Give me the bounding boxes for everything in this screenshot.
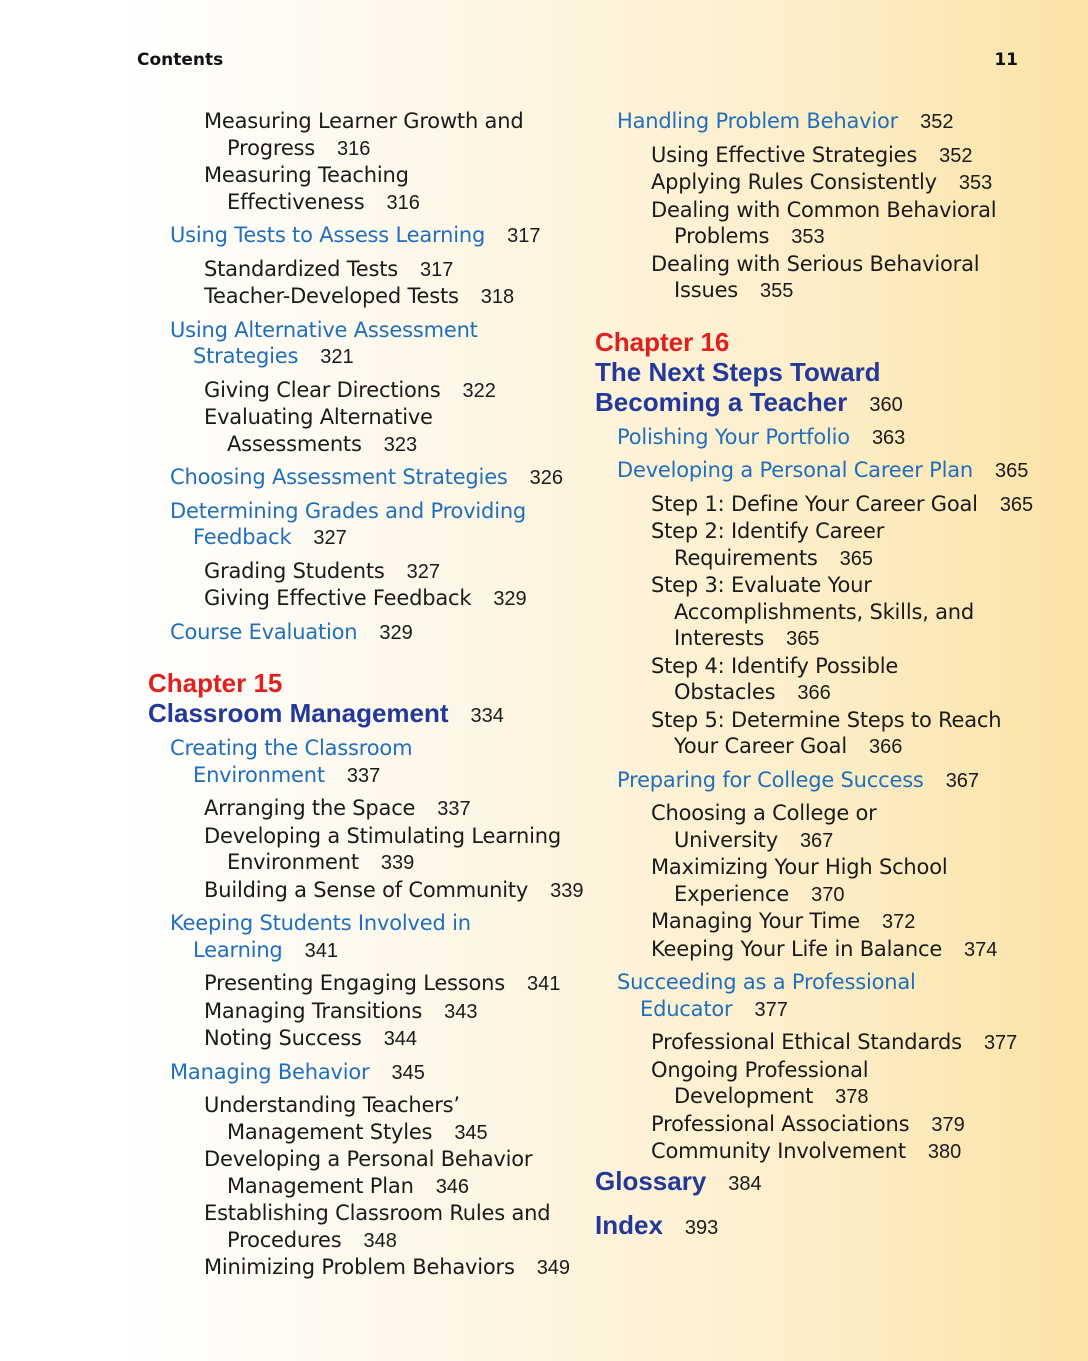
page-ref: 329 (379, 621, 413, 644)
page-ref: 372 (881, 911, 916, 933)
entry-text[interactable]: Polishing Your Portfolio (617, 424, 850, 449)
section-title-line[interactable] (595, 996, 1035, 1024)
entry-text[interactable]: Managing Your Time (651, 909, 860, 933)
page-ref: 352 (920, 111, 954, 133)
section-title-line[interactable] (148, 735, 568, 762)
entry-text[interactable]: Standardized Tests (204, 256, 399, 281)
page-ref: 367 (945, 769, 980, 792)
entry-text[interactable]: Problems (674, 224, 770, 248)
page-ref: 337 (437, 798, 471, 820)
entry-text[interactable]: Requirements (674, 545, 818, 570)
page-ref: 317 (507, 225, 541, 247)
entry-text[interactable]: Managing Transitions (204, 998, 423, 1023)
toc-subsection-entry[interactable] (148, 1200, 568, 1254)
chapter-number: Chapter 15 (148, 668, 283, 698)
entry-text[interactable]: Arranging the Space (204, 796, 416, 820)
subsection-title-line[interactable] (595, 1029, 1035, 1057)
entry-text[interactable]: Grading Students (204, 558, 385, 583)
subsection-title-line[interactable] (595, 1111, 1035, 1139)
chapter-title-text[interactable]: The Next Steps Toward (595, 356, 881, 387)
entry-text[interactable]: Giving Effective Feedback (204, 586, 472, 610)
toc-subsection-entry[interactable] (595, 572, 1035, 653)
entry-text[interactable]: Assessments (227, 431, 362, 456)
entry-text[interactable]: Educator (640, 996, 733, 1021)
toc-subsection-entry[interactable] (148, 1092, 568, 1146)
section-title-line[interactable] (148, 762, 568, 790)
page-ref: 365 (839, 547, 873, 570)
toc-subsection-entry[interactable] (148, 558, 568, 586)
subsection-title-line[interactable] (148, 877, 584, 905)
chapter-title-text[interactable]: Classroom Management (148, 698, 449, 728)
entry-text[interactable]: Measuring Learner Growth and (204, 109, 524, 133)
toc-subsection-entry[interactable] (148, 1025, 568, 1053)
toc-subsection-entry[interactable] (595, 707, 1035, 761)
subsection-title-line[interactable] (595, 251, 1035, 278)
entry-text[interactable]: Dealing with Common Behavioral (651, 197, 997, 222)
subsection-title-line[interactable] (595, 800, 1035, 827)
toc-section-entry[interactable] (148, 498, 568, 552)
toc-subsection-entry[interactable] (148, 256, 568, 284)
toc-left-column (148, 108, 584, 1282)
entry-text[interactable]: Professional Associations (651, 1111, 910, 1136)
subsection-title-line[interactable] (148, 849, 568, 877)
toc-section-entry[interactable] (148, 1059, 568, 1087)
page-ref: 343 (444, 1000, 478, 1023)
subsection-title-line[interactable] (148, 431, 568, 459)
page-ref: 370 (811, 883, 845, 906)
section-title-line[interactable] (595, 457, 1035, 485)
back-matter-title[interactable]: Glossary (595, 1165, 707, 1196)
subsection-title-line[interactable] (595, 142, 1035, 170)
entry-text[interactable]: Handling Problem Behavior (617, 109, 899, 133)
toc-subsection-entry[interactable] (148, 1254, 571, 1282)
entry-text[interactable]: Developing a Stimulating Learning (204, 823, 561, 848)
page-ref: 348 (363, 1229, 397, 1252)
subsection-title-line[interactable] (148, 1173, 568, 1201)
page-ref: 317 (420, 258, 454, 281)
page-ref: 377 (754, 998, 788, 1021)
entry-text[interactable]: Succeeding as a Professional (617, 970, 916, 994)
entry-text[interactable]: Ongoing Professional (651, 1057, 869, 1082)
section-title-line[interactable] (148, 343, 568, 371)
entry-text[interactable]: Using Effective Strategies (651, 142, 918, 167)
toc-section-entry[interactable] (148, 735, 568, 789)
subsection-title-line[interactable] (595, 545, 1035, 573)
entry-text[interactable]: Managing Behavior (170, 1059, 370, 1084)
entry-text[interactable]: Determining Grades and Providing (170, 498, 527, 523)
entry-text[interactable]: Minimizing Problem Behaviors (204, 1255, 515, 1279)
toc-subsection-entry[interactable] (595, 491, 1035, 519)
toc-subsection-entry[interactable] (595, 197, 1035, 251)
toc-section-entry[interactable] (595, 969, 1035, 1023)
section-title-line[interactable] (148, 498, 568, 525)
subsection-title-line[interactable] (595, 625, 1035, 653)
toc-section-entry[interactable] (595, 767, 1035, 795)
entry-text[interactable]: Creating the Classroom (170, 736, 413, 760)
entry-text[interactable]: Community Involvement (651, 1139, 906, 1163)
toc-subsection-entry[interactable] (595, 908, 1035, 936)
subsection-title-line[interactable] (148, 256, 568, 284)
section-title-line[interactable] (595, 767, 1035, 795)
page-ref: 363 (871, 426, 906, 449)
toc-section-entry[interactable] (595, 108, 1035, 136)
toc-subsection-entry[interactable] (148, 162, 568, 216)
subsection-title-line[interactable] (595, 653, 1035, 680)
entry-text[interactable]: Step 1: Define Your Career Goal (651, 491, 978, 516)
subsection-title-line[interactable] (148, 1146, 568, 1173)
section-title-line[interactable] (148, 464, 568, 492)
entry-text[interactable]: Feedback (193, 525, 292, 549)
subsection-title-line[interactable] (595, 197, 1035, 224)
entry-text[interactable]: Environment (227, 850, 359, 874)
section-title-line[interactable] (595, 424, 1035, 452)
chapter-title[interactable] (148, 698, 568, 731)
page-ref: 345 (454, 1121, 488, 1144)
page-ref: 323 (383, 433, 418, 456)
page-ref: 379 (931, 1113, 965, 1136)
page-ref: 365 (999, 493, 1034, 516)
page-ref: 339 (380, 852, 415, 874)
page-ref: 355 (760, 280, 794, 302)
subsection-title-line[interactable] (595, 854, 1035, 881)
page-ref: 374 (964, 938, 998, 961)
section-title-line[interactable] (148, 222, 568, 250)
entry-text[interactable]: Procedures (227, 1227, 342, 1252)
entry-text[interactable]: Accomplishments, Skills, and (674, 599, 975, 624)
section-title-line[interactable] (595, 969, 1035, 996)
page-ref: 327 (313, 527, 347, 549)
subsection-title-line[interactable] (595, 679, 1035, 707)
entry-text[interactable]: Developing a Personal Behavior (204, 1147, 533, 1171)
entry-text[interactable]: Using Alternative Assessment (170, 317, 478, 342)
subsection-title-line[interactable] (148, 1092, 568, 1119)
entry-text[interactable]: Issues (674, 278, 739, 302)
page-ref: 327 (406, 560, 441, 583)
toc-subsection-entry[interactable] (595, 1057, 1035, 1111)
section-title-line[interactable] (148, 619, 568, 647)
entry-text[interactable]: Obstacles (674, 680, 776, 704)
page-ref: 344 (383, 1028, 418, 1050)
entry-text[interactable]: Building a Sense of Community (204, 877, 529, 902)
toc-section-entry[interactable] (148, 464, 568, 492)
page-ref: 339 (550, 879, 584, 902)
entry-text[interactable]: Understanding Teachers’ (204, 1093, 460, 1117)
entry-text[interactable]: Dealing with Serious Behavioral (651, 251, 980, 276)
subsection-title-line[interactable] (148, 189, 568, 217)
page-ref: 367 (799, 829, 834, 852)
chapter-heading (148, 668, 568, 731)
page-ref: 393 (684, 1216, 719, 1239)
entry-text[interactable]: Noting Success (204, 1026, 362, 1050)
section-title-line[interactable] (148, 317, 568, 344)
toc-section-entry[interactable] (148, 222, 568, 250)
toc-subsection-entry[interactable] (148, 1146, 568, 1200)
page-ref: 380 (927, 1141, 962, 1163)
subsection-title-line[interactable] (148, 1227, 568, 1255)
entry-text[interactable]: Establishing Classroom Rules and (204, 1201, 551, 1225)
toc-subsection-entry[interactable] (148, 823, 568, 877)
entry-text[interactable]: Development (674, 1084, 814, 1108)
toc-subsection-entry[interactable] (148, 404, 568, 458)
running-header-title: Contents (137, 50, 224, 70)
subsection-title-line[interactable] (148, 108, 568, 135)
entry-text[interactable]: Teacher-Developed Tests (204, 284, 459, 308)
page-ref: 346 (435, 1175, 470, 1198)
toc-section-entry[interactable] (148, 619, 568, 647)
subsection-title-line[interactable] (595, 1057, 1035, 1084)
entry-text[interactable]: University (674, 827, 778, 852)
entry-text[interactable]: Evaluating Alternative (204, 405, 433, 429)
subsection-title-line[interactable] (148, 558, 568, 586)
entry-text[interactable]: Your Career Goal (674, 734, 847, 758)
entry-text[interactable]: Step 5: Determine Steps to Reach (651, 707, 1002, 732)
page-ref: 365 (995, 460, 1029, 482)
page-ref: 352 (939, 144, 973, 167)
entry-text[interactable]: Developing a Personal Career Plan (617, 458, 974, 482)
toc-subsection-entry[interactable] (148, 377, 568, 405)
subsection-title-line[interactable] (595, 277, 1035, 305)
back-matter-entry[interactable] (595, 1210, 1035, 1243)
toc-subsection-entry[interactable] (148, 998, 568, 1026)
subsection-title-line[interactable] (148, 585, 568, 613)
subsection-title-line[interactable] (148, 1200, 568, 1227)
entry-text[interactable]: Course Evaluation (170, 619, 358, 644)
entry-text[interactable]: Management Styles (227, 1119, 433, 1144)
entry-text[interactable]: Experience (674, 881, 790, 906)
toc-subsection-entry[interactable] (595, 1111, 1035, 1139)
toc-subsection-entry[interactable] (595, 169, 1035, 197)
page-ref: 349 (536, 1257, 571, 1279)
page-ref: 341 (527, 973, 561, 995)
page-ref: 365 (786, 628, 820, 650)
toc-subsection-entry[interactable] (595, 1138, 1035, 1166)
subsection-title-line[interactable] (148, 283, 568, 311)
toc-subsection-entry[interactable] (595, 653, 1035, 707)
subsection-title-line[interactable] (595, 827, 1035, 855)
chapter-title-text[interactable]: Becoming a Teacher (595, 386, 848, 417)
toc-subsection-entry[interactable] (595, 854, 1035, 908)
page-ref: 360 (869, 393, 903, 416)
toc-subsection-entry[interactable] (148, 108, 568, 162)
page-ref: 322 (462, 379, 496, 402)
page-ref: 353 (958, 172, 993, 194)
entry-text[interactable]: Professional Ethical Standards (651, 1030, 962, 1054)
page-ref: 345 (391, 1061, 425, 1084)
page-ref: 378 (835, 1086, 869, 1108)
page-ref: 341 (304, 939, 338, 962)
toc-right-column (595, 108, 1035, 1254)
back-matter-title[interactable]: Index (595, 1209, 663, 1240)
entry-text[interactable]: Interests (674, 626, 765, 650)
toc-subsection-entry[interactable] (148, 585, 568, 613)
entry-text[interactable]: Step 3: Evaluate Your (651, 573, 872, 597)
chapter-title[interactable] (595, 387, 1035, 420)
page-ref: 318 (480, 286, 515, 308)
subsection-title-line[interactable] (595, 707, 1035, 734)
entry-text[interactable]: Step 2: Identify Career (651, 519, 885, 543)
subsection-title-line[interactable] (595, 908, 1035, 936)
toc-subsection-entry[interactable] (595, 800, 1035, 854)
toc-subsection-entry[interactable] (595, 142, 1035, 170)
subsection-title-line[interactable] (595, 1083, 1035, 1111)
chapter-number: Chapter 16 (595, 326, 730, 357)
subsection-title-line[interactable] (148, 1254, 571, 1282)
page-ref: 366 (797, 682, 831, 704)
toc-subsection-entry[interactable] (595, 936, 1035, 964)
subsection-title-line[interactable] (148, 1025, 568, 1053)
page-ref: 377 (983, 1032, 1018, 1054)
entry-text[interactable]: Strategies (193, 344, 299, 368)
subsection-title-line[interactable] (148, 998, 568, 1026)
toc-subsection-entry[interactable] (595, 518, 1035, 572)
toc-subsection-entry[interactable] (148, 283, 568, 311)
section-title-line[interactable] (148, 937, 568, 965)
subsection-title-line[interactable] (595, 733, 1035, 761)
subsection-title-line[interactable] (595, 572, 1035, 599)
entry-text[interactable]: Choosing a College or (651, 801, 877, 825)
chapter-heading (595, 327, 1035, 420)
page-ref: 326 (529, 467, 564, 489)
page-ref: 329 (493, 588, 527, 610)
toc-subsection-entry[interactable] (595, 251, 1035, 305)
entry-text[interactable]: Step 4: Identify Possible (651, 653, 899, 678)
subsection-title-line[interactable] (595, 491, 1035, 519)
entry-text[interactable]: Maximizing Your High School (651, 855, 948, 879)
subsection-title-line[interactable] (148, 162, 568, 189)
entry-text[interactable]: Keeping Students Involved in (170, 911, 471, 935)
entry-text[interactable]: Progress (227, 135, 316, 160)
entry-text[interactable]: Keeping Your Life in Balance (651, 936, 943, 961)
page-ref: 353 (791, 226, 825, 248)
page-ref: 334 (470, 705, 504, 727)
subsection-title-line[interactable] (595, 518, 1035, 545)
toc-section-entry[interactable] (148, 317, 568, 371)
entry-text[interactable]: Giving Clear Directions (204, 377, 441, 402)
section-title-line[interactable] (148, 1059, 568, 1087)
toc-section-entry[interactable] (595, 457, 1035, 485)
subsection-title-line[interactable] (595, 599, 1035, 626)
toc-section-entry[interactable] (595, 424, 1035, 452)
subsection-title-line[interactable] (595, 881, 1035, 909)
subsection-title-line[interactable] (148, 404, 568, 431)
entry-text[interactable]: Choosing Assessment Strategies (170, 465, 508, 489)
subsection-title-line[interactable] (148, 823, 568, 850)
subsection-title-line[interactable] (148, 377, 568, 405)
subsection-title-line[interactable] (595, 169, 1035, 197)
page-ref: 337 (346, 764, 381, 787)
subsection-title-line[interactable] (148, 1119, 568, 1147)
subsection-title-line[interactable] (595, 223, 1035, 251)
page-ref: 384 (728, 1172, 762, 1195)
entry-text[interactable]: Effectiveness (227, 189, 365, 214)
section-title-line[interactable] (148, 910, 568, 937)
toc-subsection-entry[interactable] (148, 795, 568, 823)
subsection-title-line[interactable] (148, 135, 568, 163)
page-number: 11 (994, 50, 1018, 70)
subsection-title-line[interactable] (148, 795, 568, 823)
subsection-title-line[interactable] (148, 970, 568, 998)
entry-text[interactable]: Management Plan (227, 1173, 414, 1198)
toc-subsection-entry[interactable] (148, 970, 568, 998)
section-title-line[interactable] (148, 524, 568, 552)
entry-text[interactable]: Applying Rules Consistently (651, 170, 937, 194)
entry-text[interactable]: Presenting Engaging Lessons (204, 971, 506, 995)
entry-text[interactable]: Learning (193, 937, 283, 962)
back-matter-entry[interactable] (595, 1166, 1035, 1199)
subsection-title-line[interactable] (595, 1138, 1035, 1166)
toc-subsection-entry[interactable] (595, 1029, 1035, 1057)
toc-subsection-entry[interactable] (148, 877, 584, 905)
page-ref: 316 (337, 137, 371, 160)
entry-text[interactable]: Environment (193, 762, 325, 787)
chapter-title[interactable] (595, 357, 1035, 387)
entry-text[interactable]: Preparing for College Success (617, 767, 924, 792)
page-ref: 321 (320, 346, 354, 368)
page-ref: 316 (386, 191, 420, 214)
toc-section-entry[interactable] (148, 910, 568, 964)
entry-text[interactable]: Using Tests to Assess Learning (170, 223, 486, 247)
section-title-line[interactable] (595, 108, 1035, 136)
entry-text[interactable]: Measuring Teaching (204, 163, 409, 187)
page-ref: 366 (868, 736, 903, 758)
subsection-title-line[interactable] (595, 936, 1035, 964)
